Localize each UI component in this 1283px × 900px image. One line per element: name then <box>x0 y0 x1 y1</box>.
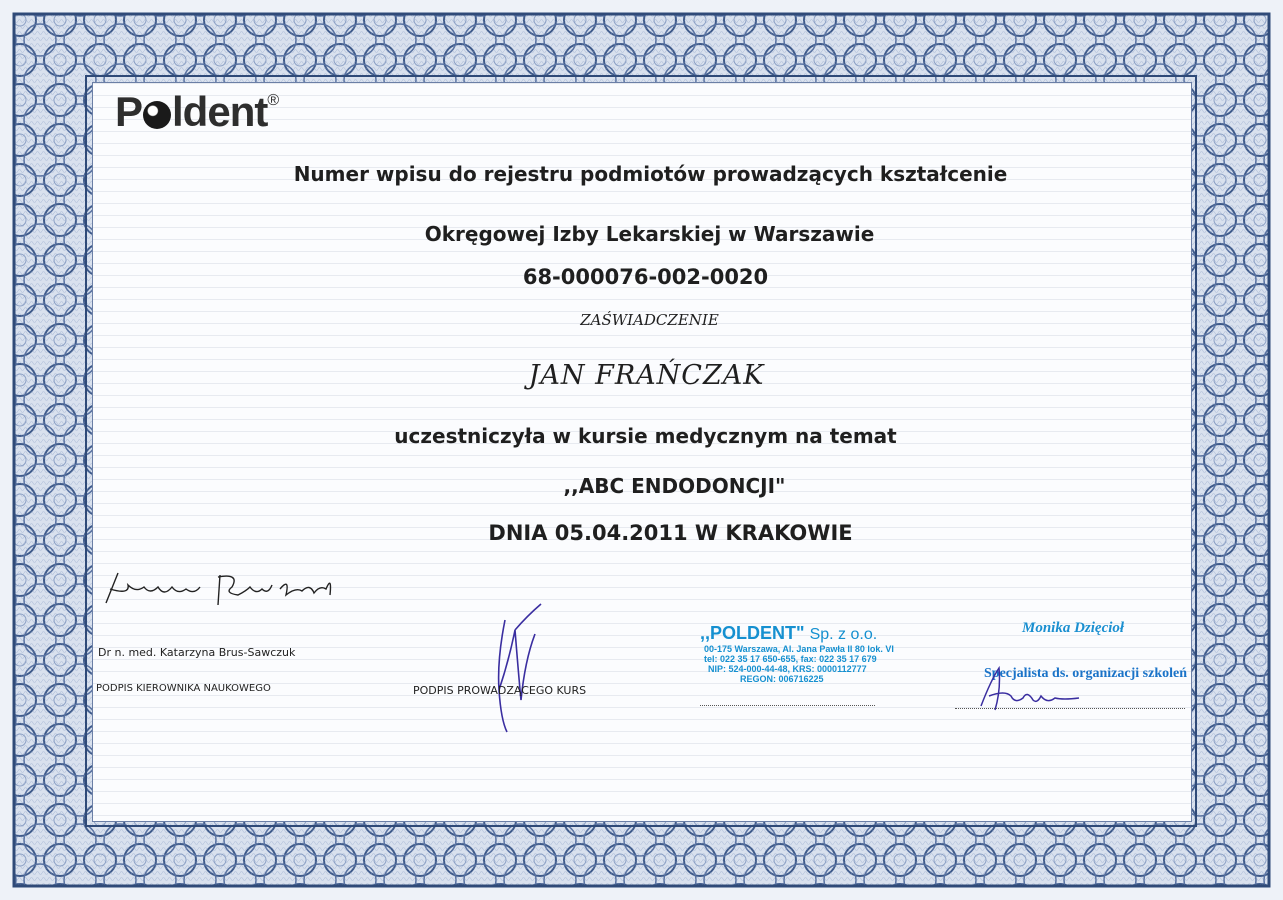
course-title: ,,ABC ENDODONCJI" <box>563 474 786 498</box>
stamp-phone: tel: 022 35 17 650-655, fax: 022 35 17 679 <box>704 654 877 664</box>
registry-line-1: Numer wpisu do rejestru podmiotów prowadzących kształcenie <box>293 162 1008 186</box>
scientific-head-signature <box>100 565 340 615</box>
organizer-signature <box>975 660 1085 720</box>
course-leader-label: PODPIS PROWADZĄCEGO KURS <box>413 684 587 697</box>
registry-number: 68-000076-002-0020 <box>522 265 769 289</box>
stamp-dotted-line <box>700 705 875 706</box>
poldent-logo: P ldent® <box>115 88 279 135</box>
course-leader-signature <box>475 600 555 740</box>
certificate-heading: ZAŚWIADCZENIE <box>580 311 719 329</box>
stamp-address: 00-175 Warszawa, Al. Jana Pawła II 80 lok. VI <box>704 644 894 654</box>
organizer-title: Specjalista ds. organizacji szkoleń <box>984 666 1187 681</box>
participant-name: JAN FRAŃCZAK <box>528 360 765 391</box>
organizer-name: Monika Dzięcioł <box>1022 620 1125 636</box>
participation-text: uczestniczyła w kursie medycznym na temat <box>394 424 897 448</box>
logo-tooth-icon <box>143 101 171 129</box>
registry-line-2: Okręgowej Izby Lekarskiej w Warszawie <box>424 222 875 246</box>
stamp-nip: NIP: 524-000-44-48, KRS: 0000112777 <box>708 664 867 674</box>
scientific-head-label: PODPIS KIEROWNIKA NAUKOWEGO <box>96 683 271 694</box>
course-date-place: DNIA 05.04.2011 W KRAKOWIE <box>488 521 853 545</box>
organizer-dotted-line <box>955 708 1185 709</box>
stamp-company: ,,POLDENT" <box>700 623 805 643</box>
stamp-company-suffix: Sp. z o.o. <box>809 626 878 643</box>
company-stamp <box>700 623 894 684</box>
stamp-regon: REGON: 006716225 <box>740 674 824 684</box>
scientific-head-name: Dr n. med. Katarzyna Brus-Sawczuk <box>98 646 296 659</box>
